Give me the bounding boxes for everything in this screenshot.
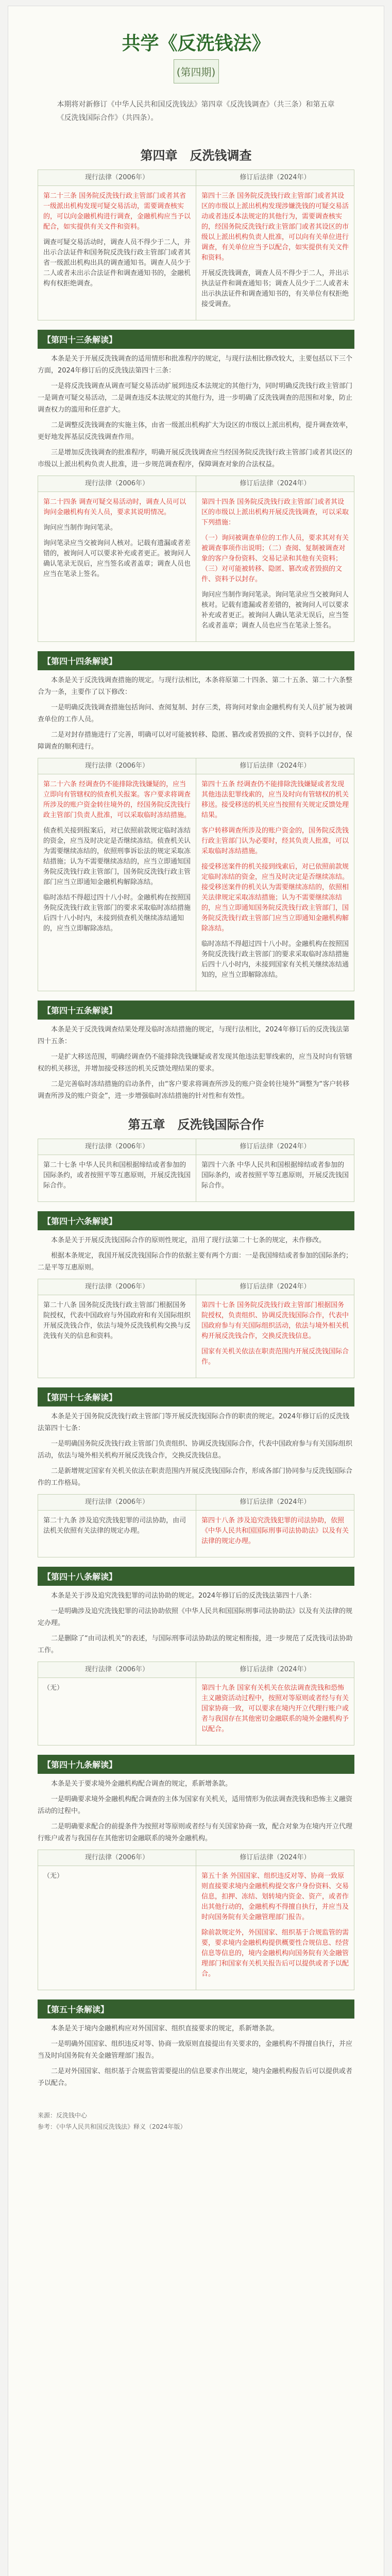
- interpretation-text: [38, 1778, 354, 1844]
- source-note: 来源：反洗钱中心: [38, 2112, 88, 2119]
- law-paragraph: 询问应当制作询问笔录。询问笔录应当交被询问人核对。记载有遗漏或者差错的，被询问人可以要求补充或者更正。被询问人确认笔录无误后，应当签名或者盖章；调查人员也应当在笔录上签名。: [201, 591, 349, 630]
- article-page: [8, 6, 384, 2576]
- interpretation-paragraph: 二是完善临时冻结措施的启动条件，由“客户要求将调查所涉及的账户资金转往境外”调整为“客户转移调查所涉及的账户资金”，进一步增强临时冻结措施的针对性和有效性。: [38, 1080, 350, 1100]
- law-paragraph: 调查可疑交易活动时，调查人员不得少于二人，并出示合法证件和国务院反洗钱行政主管部门或者其省一级派出机构出具的调查通知书。调查人员少于二人或者未出示合法证件和调查通知书的，金融机构有权拒绝调查。: [43, 239, 191, 287]
- old-law-cell: [38, 774, 196, 991]
- law-paragraph: 第四十五条 经调查仍不能排除洗钱嫌疑或者发现其他违法犯罪线索的，应当及时向有管辖权的机关移送。接受移送的机关应当按照有关规定反馈处理结果。: [201, 781, 349, 819]
- law-paragraph: 接受移送案件的机关接到线索后，对已依照前款规定临时冻结的资金，应当及时决定是否继续冻结。接受移送案件的机关认为需要继续冻结的，依照相关法律规定采取冻结措施；认为不需要继续冻结的，应当立即通知国务院反洗钱行政主管部门，国务院反洗钱行政主管部门应当立即通知金融机构解除冻结。: [201, 863, 349, 933]
- interpretation-text: [38, 674, 354, 753]
- old-law-cell: [38, 1678, 196, 1745]
- law-paragraph: 侦查机关接到报案后，对已依照前款规定临时冻结的资金，应当及时决定是否继续冻结。侦查机关认为需要继续冻结的，依照刑事诉讼法的规定采取冻结措施；认为不需要继续冻结的，应当立即通知国务院反洗钱行政主管部门，国务院反洗钱行政主管部门应当立即通知金融机构解除冻结。: [43, 827, 191, 886]
- interpretation-heading: 【第四十五条解读】: [38, 1001, 354, 1020]
- law-paragraph: （无）: [43, 1684, 64, 1692]
- comparison-table: [38, 170, 354, 320]
- interpretation-paragraph: 本条是关于反洗钱调查结果处理及临时冻结措施的规定，与现行法相比，2024年修订后的反洗钱法第四十五条：: [38, 1026, 350, 1045]
- law-paragraph: 开展反洗钱调查，调查人员不得少于二人，并出示执法证件和调查通知书；调查人员少于二人或者未出示执法证件和调查通知书的，有关单位有权拒绝接受调查。: [201, 269, 349, 308]
- new-law-cell: [196, 1866, 354, 1990]
- interpretation-paragraph: 二是新增规定国家有关机关依法在职责范围内开展反洗钱国际合作，形成各部门协同参与反洗钱国际合作的工作格局。: [38, 1467, 353, 1487]
- old-law-cell: [38, 492, 196, 642]
- interpretation-heading: 【第五十条解读】: [38, 1999, 354, 2019]
- law-paragraph: 第二十七条 中华人民共和国根据缔结或者参加的国际条约，或者按照平等互惠原则，开展反洗钱国际合作。: [43, 1161, 191, 1190]
- new-law-cell: [196, 774, 354, 991]
- law-paragraph: 第四十八条 涉及追究洗钱犯罪的司法协助，依照《中华人民共和国国际刑事司法协助法》以及有关法律的规定办理。: [201, 1517, 349, 1545]
- interpretation-heading: 【第四十三条解读】: [38, 330, 354, 349]
- interpretation-paragraph: 本条是关于境内金融机构应对外国国家、组织直接要求的规定，系新增条款。: [51, 2025, 279, 2032]
- chapter-heading: 第五章 反洗钱国际合作: [128, 1117, 264, 1132]
- new-law-cell: [196, 1295, 354, 1378]
- interpretation-paragraph: 本条是关于开展反洗钱调查的适用情形和批准程序的规定，与现行法相比修改较大，主要包括以下三个方面，2024年修订后的反洗钱法第四十三条：: [38, 355, 353, 375]
- interpretation-text: [38, 353, 354, 470]
- page-title: 共学《反洗钱法》: [122, 33, 270, 54]
- comparison-table: [38, 1494, 354, 1557]
- law-paragraph: 第二十八条 国务院反洗钱行政主管部门根据国务院授权，代表中国政府与外国政府和有关国际组织开展反洗钱合作，依法与境外反洗钱机构交换与反洗钱有关的信息和资料。: [43, 1301, 191, 1340]
- reference-note: 参考：《中华人民共和国反洗钱法》释义（2024年版）: [38, 2123, 186, 2130]
- column-header-old: 现行法律（2006年）: [38, 1662, 196, 1678]
- column-header-new: 修订后法律（2024年）: [196, 170, 354, 186]
- interpretation-paragraph: 一是明确要求境外金融机构配合调查的主体为国家有关机关，适用情形为依法调查洗钱和恐怖主义融资活动的过程中。: [38, 1795, 353, 1815]
- law-paragraph: 国家有关机关依法在职责范围内开展反洗钱国际合作。: [201, 1348, 349, 1366]
- law-paragraph: 第四十九条 国家有关机关在依法调查洗钱和恐怖主义融资活动过程中，按照对等原则或者经与有关国家协商一致，可以要求在境内开立代理行账户或者与我国存在其他密切金融联系的境外金融机构予以配合。: [201, 1684, 349, 1733]
- old-law-cell: [38, 1295, 196, 1378]
- comparison-table: [38, 758, 354, 991]
- law-paragraph: 临时冻结不得超过四十八小时。金融机构在按照国务院反洗钱行政主管部门的要求采取临时冻结措施后四十八小时内，未接到侦查机关继续冻结通知的，应当立即解除冻结。: [43, 894, 191, 933]
- issue-badge: (第四期): [174, 59, 219, 83]
- interpretation-paragraph: 二是对封存措施进行了完善，明确可以对可能被转移、隐匿、篡改或者毁损的文件、资料予以封存，保障调查的顺利进行。: [38, 731, 353, 751]
- interpretation-heading: 【第四十九条解读】: [38, 1755, 354, 1774]
- law-paragraph: 询问笔录应当交被询问人核对。记载有遗漏或者差错的，被询问人可以要求补充或者更正。被询问人确认笔录无误后，应当签名或者盖章；调查人员也应当在笔录上签名。: [43, 539, 191, 578]
- interpretation-paragraph: 一是明确反洗钱调查措施包括询问、查阅复制、封存三类，将询问对象由金融机构有关人员扩展为被调查单位的工作人员。: [38, 704, 353, 723]
- interpretation-paragraph: 本条是关于开展反洗钱国际合作的原则性规定，沿用了现行法第二十七条的规定，未作修改。: [51, 1236, 326, 1244]
- interpretation-heading: 【第四十四条解读】: [38, 651, 354, 670]
- comparison-table: [38, 1139, 354, 1202]
- interpretation-text: [38, 1411, 354, 1489]
- law-paragraph: 第二十四条 调查可疑交易活动时，调查人员可以询问金融机构有关人员，要求其说明情况。: [43, 498, 186, 516]
- law-paragraph: 第四十六条 中华人民共和国根据缔结或者参加的国际条约，或者按照平等互惠原则，开展反洗钱国际合作。: [201, 1161, 349, 1190]
- interpretation-paragraph: 二是明确要求配合的前提条件为按照对等原则或者经与有关国家协商一致，配合对象为在境内开立代理行账户或者与我国存在其他密切金融联系的境外金融机构。: [38, 1823, 353, 1842]
- interpretation-paragraph: 二是删除了“由司法机关”的表述，与国际刑事司法协助法的规定相衔接，进一步规范了反洗钱司法协助工作。: [38, 1635, 353, 1654]
- interpretation-paragraph: 本条是关于国务院反洗钱行政主管部门等开展反洗钱国际合作的职责的规定。2024年修订后的反洗钱法第四十七条：: [38, 1413, 350, 1432]
- interpretation-paragraph: 二是调整反洗钱调查的实施主体，由省一级派出机构扩大为设区的市级以上派出机构，提升调查效率，更好地发挥基层反洗钱调查作用。: [38, 421, 353, 441]
- interpretation-heading: 【第四十八条解读】: [38, 1567, 354, 1586]
- law-paragraph: 客户转移调查所涉及的账户资金的，国务院反洗钱行政主管部门认为必要时，经其负责人批准，可以采取临时冻结措施。: [201, 827, 349, 855]
- interpretation-text: [38, 2023, 354, 2089]
- column-header-new: 修订后法律（2024年）: [196, 1495, 354, 1511]
- law-paragraph: 除前款规定外，外国国家、组织基于合规监管的需要，要求境内金融机构提供概要性合规信息、经营信息等信息的，境内金融机构向国务院有关金融管理部门和国家有关机关报告后可以提供或者予以配合。: [201, 1929, 349, 1978]
- column-header-old: 现行法律（2006年）: [38, 170, 196, 186]
- law-paragraph: 临时冻结不得超过四十八小时。金融机构在按照国务院反洗钱行政主管部门的要求采取临时冻结措施后四十八小时内，未接到国家有关机关继续冻结通知的，应当立即解除冻结。: [201, 940, 349, 979]
- column-header-old: 现行法律（2006年）: [38, 476, 196, 492]
- old-law-cell: [38, 1866, 196, 1990]
- interpretation-paragraph: 一是明确国务院反洗钱行政主管部门负责组织、协调反洗钱国际合作，代表中国政府参与有关国际组织活动，依法与境外相关机构开展反洗钱合作，交换反洗钱信息。: [38, 1440, 353, 1460]
- old-law-cell: [38, 186, 196, 320]
- law-paragraph: 第五十条 外国国家、组织违反对等、协商一致原则直接要求境内金融机构提交客户身份资料、交易信息，扣押、冻结、划转境内资金、资产，或者作出其他行动的，金融机构不得擅自执行，并应当及时向国务院有关金融管理部门报告。: [201, 1872, 349, 1921]
- interpretation-paragraph: 本条是关于要求境外金融机构配合调查的规定，系新增条款。: [51, 1780, 232, 1788]
- interpretation-text: [38, 1024, 354, 1102]
- comparison-table: [38, 1662, 354, 1745]
- interpretation-paragraph: 根据本条规定，我国开展反洗钱国际合作的依据主要有两个方面：一是我国缔结或者参加的国际条约；二是平等互惠原则。: [38, 1252, 353, 1272]
- column-header-new: 修订后法律（2024年）: [196, 1850, 354, 1866]
- chapter-heading: 第四章 反洗钱调查: [140, 148, 252, 163]
- column-header-new: 修订后法律（2024年）: [196, 1662, 354, 1678]
- law-paragraph: 第二十六条 经调查仍不能排除洗钱嫌疑的，应当立即向有管辖权的侦查机关报案。客户要求将调查所涉及的账户资金转往境外的，经国务院反洗钱行政主管部门负责人批准，可以采取临时冻结措施。: [43, 781, 191, 819]
- interpretation-paragraph: 本条是关于反洗钱调查措施的规定。与现行法相比，本条将原第二十四条、第二十五条、第二十六条整合为一条，主要作了以下修改：: [38, 676, 353, 696]
- new-law-cell: [196, 492, 354, 642]
- law-paragraph: 第二十三条 国务院反洗钱行政主管部门或者其省一级派出机构发现可疑交易活动，需要调查核实的，可以向金融机构进行调查，金融机构应当予以配合，如实提供有关文件和资料。: [43, 192, 191, 231]
- new-law-cell: [196, 186, 354, 320]
- interpretation-paragraph: 三是增加反洗钱调查的批准程序，明确开展反洗钱调查应当经国务院反洗钱行政主管部门或者其设区的市级以上派出机构负责人批准，进一步规范调查程序，保障调查对象的合法权益。: [38, 449, 353, 468]
- law-paragraph: 第四十三条 国务院反洗钱行政主管部门或者其设区的市级以上派出机构发现涉嫌洗钱的可疑交易活动或者违反本法规定的其他行为，需要调查核实的，经国务院反洗钱行政主管部门或者其设区的市级以上派出机构负责人批准，可以向有关单位进行调查，有关单位应当予以配合，如实提供有关文件和资料。: [201, 192, 349, 262]
- column-header-old: 现行法律（2006年）: [38, 1495, 196, 1511]
- law-paragraph: （无）: [43, 1872, 64, 1880]
- interpretation-paragraph: 一是将反洗钱调查从调查可疑交易活动扩展到违反本法规定的其他行为，同时明确反洗钱行政主管部门一是调查可疑交易活动，二是调查违反本法规定的其他行为，进一步明确了反洗钱调查的范围和对象，防止调查权力的滥用和任意扩大。: [38, 382, 353, 414]
- interpretation-paragraph: 本条是关于涉及追究洗钱犯罪的司法协助的规定。2024年修订后的反洗钱法第四十八条：: [51, 1592, 316, 1600]
- comparison-table: [38, 1279, 354, 1378]
- interpretation-heading: 【第四十六条解读】: [38, 1211, 354, 1230]
- law-paragraph: （一）询问被调查单位的工作人员，要求其对有关被调查事项作出说明；（二）查阅、复制被调查对象的客户身份资料、交易记录和其他有关资料；（三）对可能被转移、隐匿、篡改或者毁损的文件、资料予以封存。: [201, 534, 349, 583]
- interpretation-heading: 【第四十七条解读】: [38, 1387, 354, 1406]
- column-header-old: 现行法律（2006年）: [38, 758, 196, 774]
- old-law-cell: [38, 1511, 196, 1557]
- column-header-new: 修订后法律（2024年）: [196, 1279, 354, 1295]
- comparison-table: [38, 476, 354, 642]
- footer: [38, 2110, 354, 2132]
- law-paragraph: 第四十四条 国务院反洗钱行政主管部门或者其设区的市级以上派出机构开展反洗钱调查，可以采取下列措施：: [201, 498, 349, 527]
- comparison-table: [38, 1850, 354, 1990]
- new-law-cell: [196, 1678, 354, 1745]
- intro-text: 本期将对新修订《中华人民共和国反洗钱法》第四章《反洗钱调查》（共三条）和第五章《反洗钱国际合作》（共四条）。: [57, 100, 335, 122]
- old-law-cell: [38, 1155, 196, 1202]
- column-header-new: 修订后法律（2024年）: [196, 476, 354, 492]
- column-header-old: 现行法律（2006年）: [38, 1139, 196, 1155]
- column-header-old: 现行法律（2006年）: [38, 1850, 196, 1866]
- interpretation-paragraph: 一是扩大移送范围，明确经调查仍不能排除洗钱嫌疑或者发现其他违法犯罪线索的，应当及时向有管辖权的机关移送，并增加接受移送的机关反馈处理结果的要求。: [38, 1053, 353, 1073]
- law-paragraph: 第四十七条 国务院反洗钱行政主管部门根据国务院授权，负责组织、协调反洗钱国际合作，代表中国政府参与有关国际组织活动，依法与境外相关机构开展反洗钱合作，交换反洗钱信息。: [201, 1301, 349, 1340]
- column-header-old: 现行法律（2006年）: [38, 1279, 196, 1295]
- column-header-new: 修订后法律（2024年）: [196, 1139, 354, 1155]
- new-law-cell: [196, 1155, 354, 1202]
- interpretation-text: [38, 1234, 354, 1274]
- interpretation-text: [38, 1590, 354, 1656]
- law-paragraph: 第二十九条 涉及追究洗钱犯罪的司法协助，由司法机关依照有关法律的规定办理。: [43, 1517, 186, 1535]
- column-header-new: 修订后法律（2024年）: [196, 758, 354, 774]
- interpretation-paragraph: 一是明确外国国家、组织违反对等、协商一致原则直接提出有关要求的，金融机构不得擅自执行，并应当及时向国务院有关金融管理部门报告。: [38, 2040, 353, 2060]
- interpretation-paragraph: 二是对外国国家、组织基于合规监管需要提出的信息要求作出规定，境内金融机构报告后可以提供或者予以配合。: [38, 2067, 353, 2087]
- law-paragraph: 询问应当制作询问笔录。: [43, 524, 117, 532]
- interpretation-paragraph: 一是明确涉及追究洗钱犯罪的司法协助依照《中华人民共和国国际刑事司法协助法》以及有关法律的规定办理。: [38, 1607, 353, 1627]
- new-law-cell: [196, 1511, 354, 1557]
